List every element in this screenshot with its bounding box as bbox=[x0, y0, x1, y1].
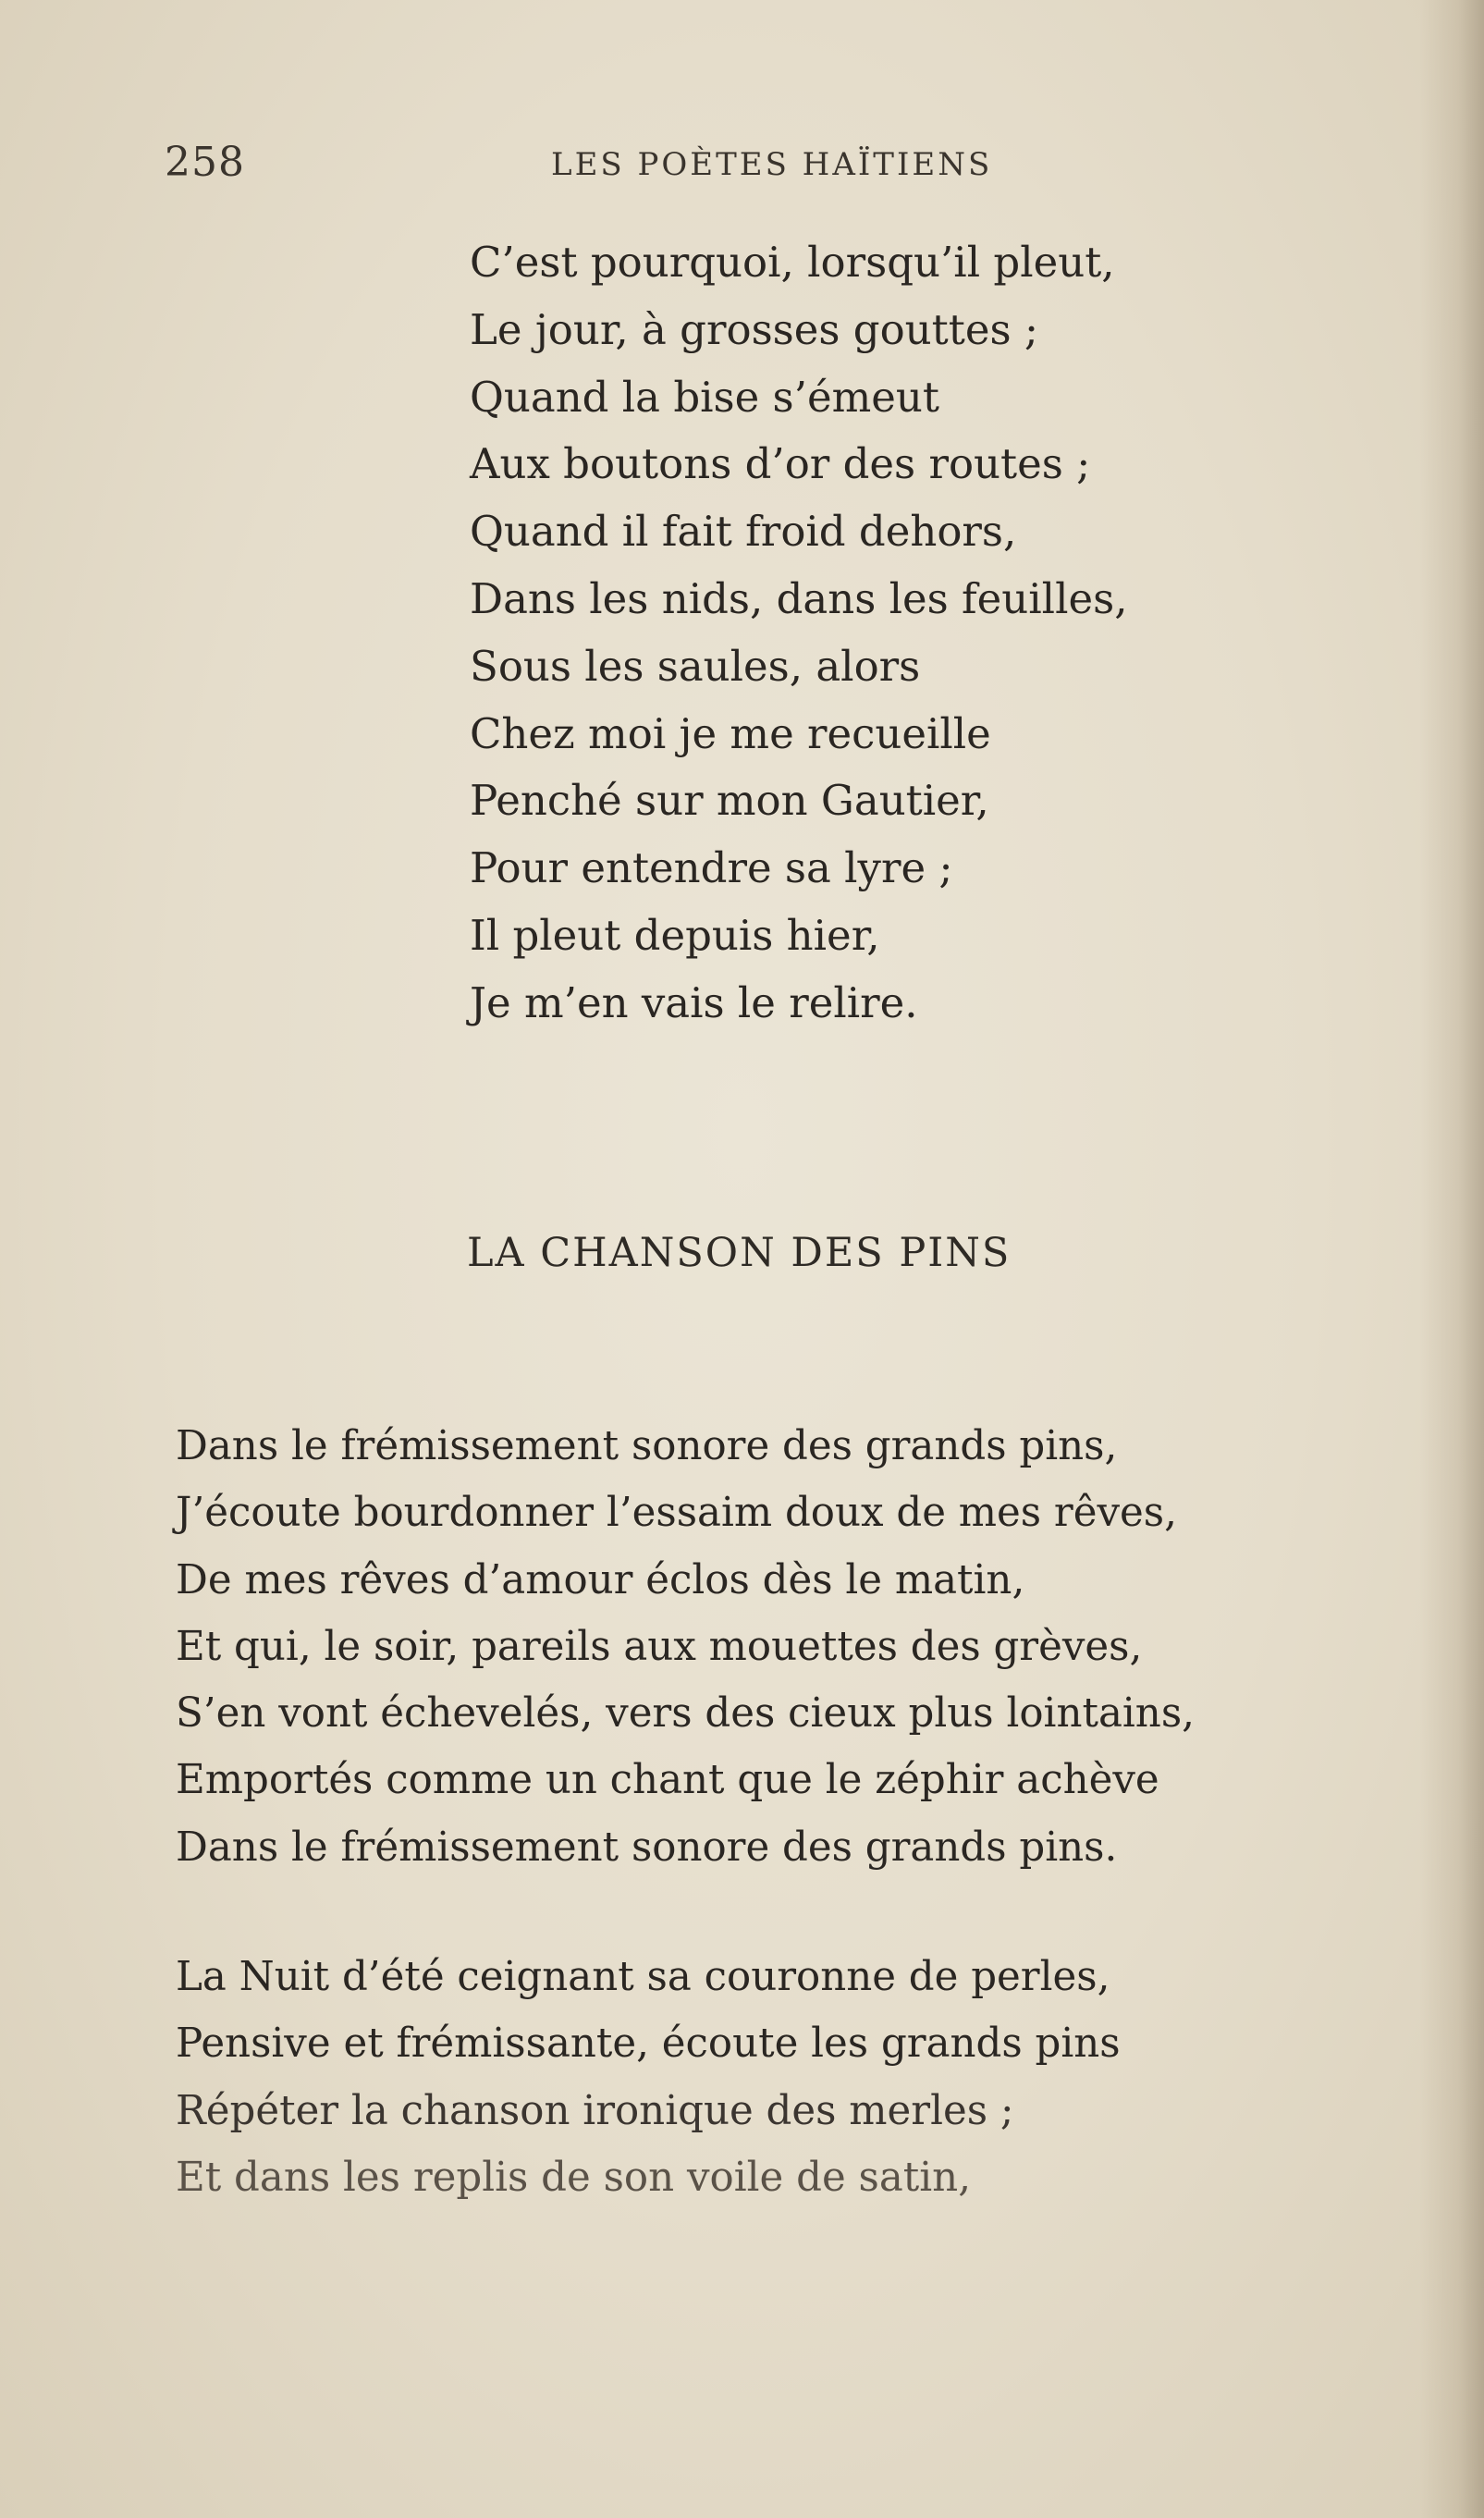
verse-line: Pensive et frémissante, écoute les grands pins bbox=[176, 2021, 1121, 2068]
verse-line: Le jour, à grosses gouttes ; bbox=[470, 304, 1039, 354]
running-title: LES POÈTES HAÏTIENS bbox=[551, 146, 993, 183]
verse-line: Quand la bise s’émeut bbox=[470, 372, 939, 422]
verse-line: S’en vont échevelés, vers des cieux plus lointains, bbox=[176, 1690, 1195, 1738]
poem-stanza-1 bbox=[176, 1413, 1195, 1881]
page-header bbox=[165, 139, 1339, 194]
verse-line: C’est pourquoi, lorsqu’il pleut, bbox=[470, 238, 1115, 287]
verse-line: Et qui, le soir, pareils aux mouettes des grèves, bbox=[176, 1623, 1143, 1670]
verse-line: Dans les nids, dans les feuilles, bbox=[470, 573, 1128, 623]
verse-line: Aux boutons d’or des routes ; bbox=[470, 439, 1091, 489]
verse-line: Dans le frémissement sonore des grands pins, bbox=[176, 1423, 1118, 1469]
verse-line: Je m’en vais le relire. bbox=[470, 977, 918, 1027]
verse-line: Penché sur mon Gautier, bbox=[470, 776, 989, 826]
verse-line: Et dans les replis de son voile de satin, bbox=[176, 2154, 972, 2201]
verse-line: J’écoute bourdonner l’essaim doux de mes rêves, bbox=[176, 1490, 1177, 1537]
verse-line: Quand il fait froid dehors, bbox=[470, 507, 1017, 557]
verse-line: Emportés comme un chant que le zéphir achève bbox=[176, 1757, 1159, 1804]
verse-line: Il pleut depuis hier, bbox=[470, 910, 880, 960]
verse-line: Pour entendre sa lyre ; bbox=[470, 843, 953, 893]
poem-title: LA CHANSON DES PINS bbox=[467, 1230, 1012, 1276]
verse-line: Sous les saules, alors bbox=[470, 641, 921, 691]
verse-line: De mes rêves d’amour éclos dès le matin, bbox=[176, 1556, 1025, 1603]
previous-poem-stanza bbox=[470, 229, 1128, 1038]
page-number: 258 bbox=[165, 139, 245, 186]
page-edge-shadow bbox=[1419, 0, 1484, 2518]
verse-line: Chez moi je me recueille bbox=[470, 708, 991, 758]
verse-line: La Nuit d’été ceignant sa couronne de perles, bbox=[176, 1954, 1110, 2000]
verse-line: Dans le frémissement sonore des grands pins. bbox=[176, 1824, 1118, 1871]
poem-stanza-2 bbox=[176, 1944, 1121, 2211]
verse-line: Répéter la chanson ironique des merles ; bbox=[176, 2087, 1014, 2134]
